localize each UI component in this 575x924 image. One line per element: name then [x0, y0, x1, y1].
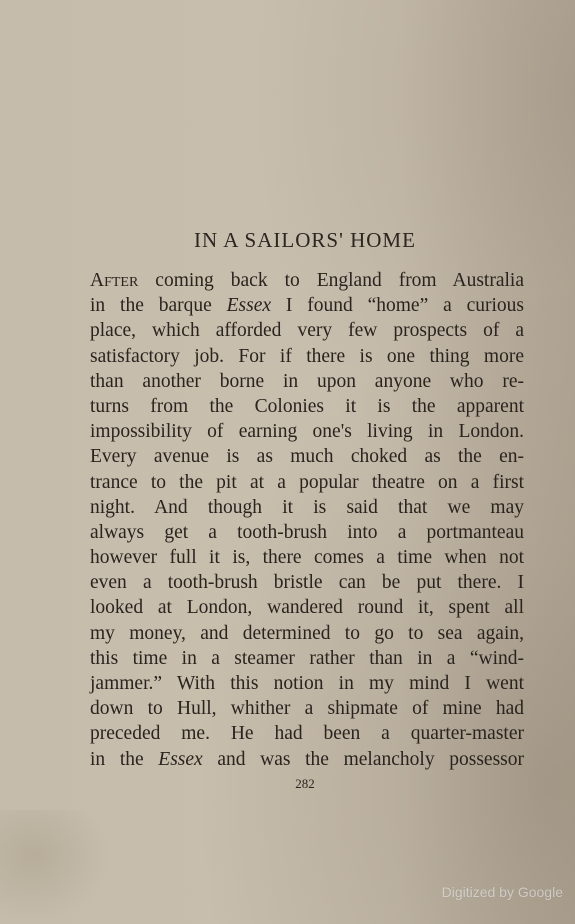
- text-line-12: however full it is, there comes a time when not: [90, 547, 524, 569]
- digitized-watermark: Digitized by Google: [441, 884, 563, 900]
- text-line-15: my money, and determined to go to sea again,: [90, 622, 524, 644]
- text-line-3: place, which afforded very few prospects of a: [90, 320, 524, 342]
- text-line-4: satisfactory job. For if there is one thing more: [90, 345, 524, 367]
- drop-word: After: [90, 270, 139, 291]
- text-line-19: preceded me. He had been a quarter-master: [90, 723, 524, 745]
- text-line-16: this time in a steamer rather than in a “wind-: [90, 647, 524, 669]
- text-line-18: down to Hull, whither a shipmate of mine had: [90, 698, 524, 720]
- text-line-13: even a tooth-brush bristle can be put there. I: [90, 572, 524, 594]
- chapter-title: IN A SAILORS' HOME: [194, 228, 416, 252]
- text-line-11: always get a tooth-brush into a portmanteau: [90, 521, 524, 543]
- text-line-6: turns from the Colonies it is the apparent: [90, 395, 524, 417]
- text-line-5: than another borne in upon anyone who re-: [90, 370, 524, 392]
- text-line-8: Every avenue is as much choked as the en-: [90, 446, 524, 468]
- thumb-shadow: [0, 810, 110, 924]
- text-line-14: looked at London, wandered round it, spent all: [90, 597, 524, 619]
- ship-name: Essex: [158, 748, 203, 770]
- body-paragraph: [90, 268, 524, 772]
- text-line-9: trance to the pit at a popular theatre on a first: [90, 471, 524, 493]
- text-line-2: in the barque Essex I found “home” a curious: [90, 295, 524, 317]
- text-line-17: jammer.” With this notion in my mind I went: [90, 673, 524, 694]
- text-line-20: in the Essex and was the melancholy possessor: [90, 748, 524, 770]
- ship-name: Essex: [226, 295, 272, 317]
- text-line-1: After coming back to England from Australia: [90, 270, 524, 291]
- page-number: 282: [295, 776, 315, 791]
- text-line-7: impossibility of earning one's living in London.: [90, 421, 524, 443]
- text-line-10: night. And though it is said that we may: [90, 496, 524, 518]
